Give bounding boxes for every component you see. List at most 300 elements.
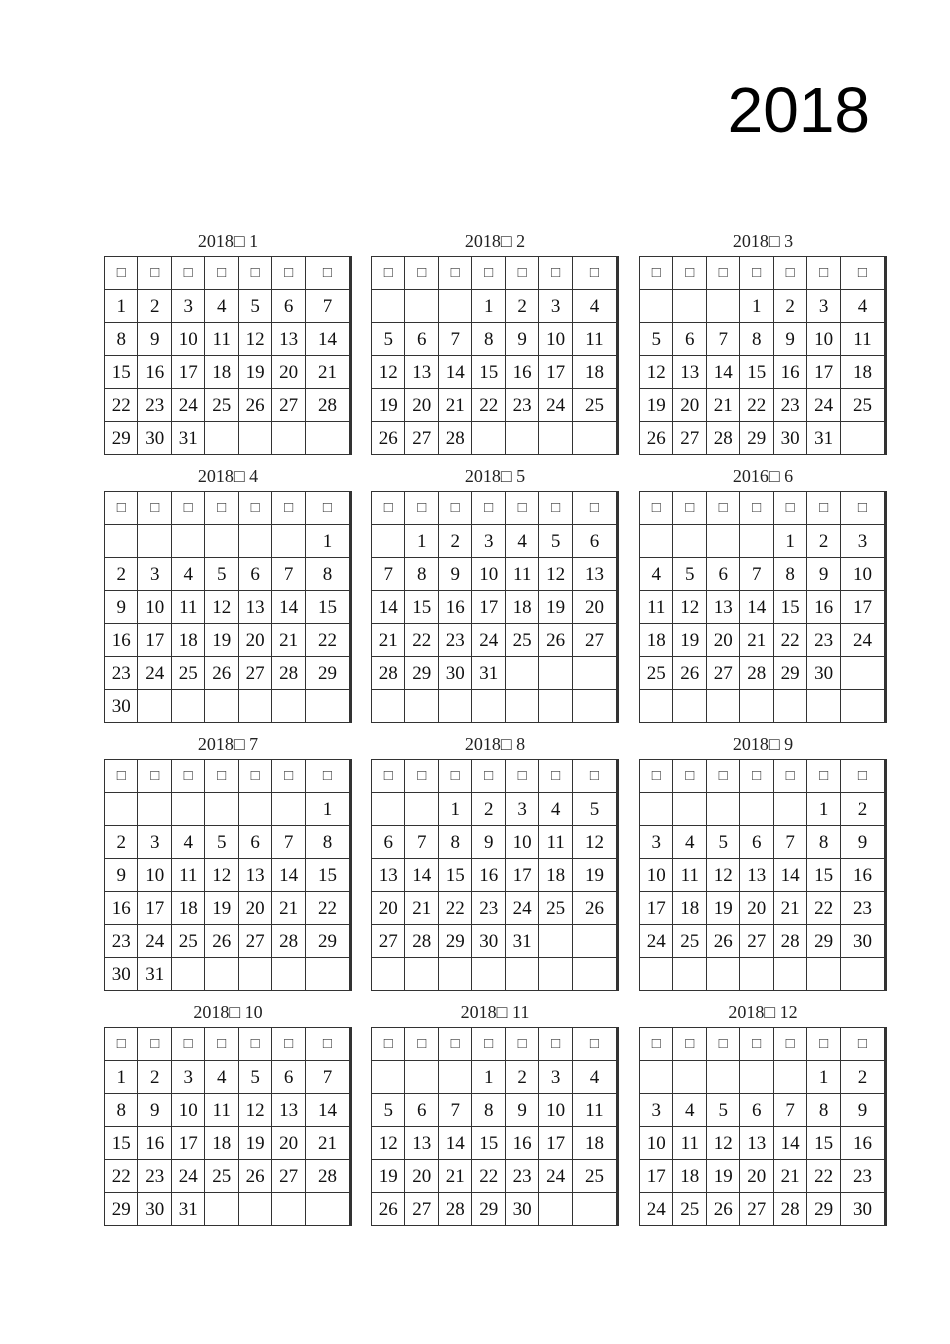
- day-cell: 3: [640, 1094, 673, 1127]
- empty-day-cell: [438, 1061, 471, 1094]
- day-cell: 27: [272, 1160, 305, 1193]
- day-cell: 12: [539, 558, 572, 591]
- day-cell: 27: [405, 422, 438, 455]
- day-cell: 16: [773, 356, 806, 389]
- month-grid: [371, 491, 619, 723]
- weekday-header: □: [238, 257, 271, 290]
- month-title: 2018□ 9: [732, 734, 794, 754]
- day-cell: 28: [773, 1193, 806, 1226]
- day-cell: 14: [272, 859, 305, 892]
- month-title: 2018□ 4: [197, 466, 259, 486]
- week-row: [372, 793, 618, 826]
- month-grid: [104, 491, 352, 723]
- day-cell: 23: [438, 624, 471, 657]
- day-cell: 27: [706, 657, 739, 690]
- week-row: [640, 826, 886, 859]
- week-row: [372, 389, 618, 422]
- day-cell: 26: [572, 892, 617, 925]
- day-cell: 27: [673, 422, 706, 455]
- day-cell: 7: [272, 826, 305, 859]
- weekday-header: □: [372, 257, 405, 290]
- week-row: [105, 793, 351, 826]
- day-cell: 12: [640, 356, 673, 389]
- weekday-header: □: [840, 1028, 885, 1061]
- empty-day-cell: [105, 525, 138, 558]
- week-row: [640, 690, 886, 723]
- day-cell: 21: [438, 1160, 471, 1193]
- weekday-header: □: [472, 1028, 505, 1061]
- day-cell: 15: [438, 859, 471, 892]
- weekday-header: □: [138, 257, 171, 290]
- empty-day-cell: [372, 958, 405, 991]
- day-cell: 17: [171, 356, 204, 389]
- weekday-header: □: [205, 257, 238, 290]
- empty-day-cell: [238, 422, 271, 455]
- day-cell: 25: [205, 389, 238, 422]
- day-cell: 1: [807, 1061, 840, 1094]
- day-cell: 21: [438, 389, 471, 422]
- weekday-header: □: [640, 257, 673, 290]
- day-cell: 25: [572, 389, 617, 422]
- empty-day-cell: [272, 690, 305, 723]
- day-cell: 10: [840, 558, 885, 591]
- week-row: [372, 958, 618, 991]
- day-cell: 18: [171, 892, 204, 925]
- day-cell: 2: [138, 290, 171, 323]
- weekday-header: □: [138, 1028, 171, 1061]
- week-row: [105, 958, 351, 991]
- weekday-header: □: [305, 760, 350, 793]
- empty-day-cell: [706, 1061, 739, 1094]
- weekday-header: □: [539, 492, 572, 525]
- empty-day-cell: [539, 657, 572, 690]
- day-cell: 19: [205, 624, 238, 657]
- day-cell: 30: [105, 958, 138, 991]
- empty-day-cell: [272, 525, 305, 558]
- month-grid: [639, 1027, 887, 1226]
- day-cell: 25: [171, 657, 204, 690]
- day-cell: 6: [706, 558, 739, 591]
- day-cell: 24: [640, 1193, 673, 1226]
- day-cell: 28: [706, 422, 739, 455]
- empty-day-cell: [405, 290, 438, 323]
- empty-day-cell: [505, 958, 538, 991]
- day-cell: 6: [238, 826, 271, 859]
- day-cell: 22: [472, 389, 505, 422]
- empty-day-cell: [372, 793, 405, 826]
- day-cell: 16: [807, 591, 840, 624]
- week-row: [105, 624, 351, 657]
- day-cell: 30: [773, 422, 806, 455]
- day-cell: 2: [505, 1061, 538, 1094]
- day-cell: 11: [505, 558, 538, 591]
- day-cell: 19: [372, 389, 405, 422]
- day-cell: 15: [740, 356, 773, 389]
- day-cell: 24: [505, 892, 538, 925]
- day-cell: 4: [673, 826, 706, 859]
- day-cell: 27: [238, 925, 271, 958]
- month-grid: [371, 256, 619, 455]
- empty-day-cell: [372, 1061, 405, 1094]
- day-cell: 23: [105, 657, 138, 690]
- day-cell: 23: [807, 624, 840, 657]
- week-row: [372, 657, 618, 690]
- day-cell: 19: [372, 1160, 405, 1193]
- weekday-header: □: [272, 257, 305, 290]
- day-cell: 7: [372, 558, 405, 591]
- empty-day-cell: [171, 690, 204, 723]
- week-row: [105, 1061, 351, 1094]
- day-cell: 14: [272, 591, 305, 624]
- month-grid: [371, 759, 619, 991]
- day-cell: 20: [673, 389, 706, 422]
- week-row: [372, 1061, 618, 1094]
- empty-day-cell: [740, 793, 773, 826]
- day-cell: 2: [840, 1061, 885, 1094]
- day-cell: 18: [205, 1127, 238, 1160]
- empty-day-cell: [238, 525, 271, 558]
- empty-day-cell: [305, 422, 350, 455]
- day-cell: 3: [505, 793, 538, 826]
- day-cell: 26: [706, 925, 739, 958]
- day-cell: 13: [272, 323, 305, 356]
- empty-day-cell: [673, 1061, 706, 1094]
- day-cell: 3: [472, 525, 505, 558]
- day-cell: 27: [740, 925, 773, 958]
- day-cell: 16: [105, 892, 138, 925]
- day-cell: 13: [740, 1127, 773, 1160]
- empty-day-cell: [539, 690, 572, 723]
- day-cell: 20: [238, 892, 271, 925]
- day-cell: 5: [640, 323, 673, 356]
- empty-day-cell: [505, 690, 538, 723]
- weekday-header: □: [272, 1028, 305, 1061]
- day-cell: 2: [105, 558, 138, 591]
- day-cell: 22: [773, 624, 806, 657]
- day-cell: 7: [773, 826, 806, 859]
- day-cell: 8: [740, 323, 773, 356]
- empty-day-cell: [305, 1193, 350, 1226]
- weekday-header: □: [505, 492, 538, 525]
- day-cell: 10: [505, 826, 538, 859]
- weekday-header-row: [105, 492, 351, 525]
- day-cell: 23: [840, 1160, 885, 1193]
- day-cell: 28: [305, 1160, 350, 1193]
- day-cell: 13: [740, 859, 773, 892]
- day-cell: 24: [171, 1160, 204, 1193]
- week-row: [372, 1094, 618, 1127]
- weekday-header: □: [472, 257, 505, 290]
- weekday-header: □: [171, 760, 204, 793]
- weekday-header-row: [372, 760, 618, 793]
- day-cell: 7: [438, 323, 471, 356]
- week-row: [372, 290, 618, 323]
- day-cell: 6: [238, 558, 271, 591]
- empty-day-cell: [640, 525, 673, 558]
- week-row: [372, 624, 618, 657]
- empty-day-cell: [305, 958, 350, 991]
- empty-day-cell: [539, 422, 572, 455]
- day-cell: 5: [539, 525, 572, 558]
- week-row: [372, 591, 618, 624]
- weekday-header: □: [807, 1028, 840, 1061]
- weekday-header: □: [740, 760, 773, 793]
- empty-day-cell: [472, 690, 505, 723]
- week-row: [105, 690, 351, 723]
- day-cell: 7: [740, 558, 773, 591]
- day-cell: 17: [640, 892, 673, 925]
- week-row: [640, 290, 886, 323]
- weekday-header: □: [238, 1028, 271, 1061]
- empty-day-cell: [740, 525, 773, 558]
- day-cell: 9: [472, 826, 505, 859]
- week-row: [105, 1127, 351, 1160]
- day-cell: 17: [539, 356, 572, 389]
- weekday-header: □: [205, 492, 238, 525]
- empty-day-cell: [840, 422, 885, 455]
- day-cell: 24: [840, 624, 885, 657]
- day-cell: 17: [539, 1127, 572, 1160]
- empty-day-cell: [438, 958, 471, 991]
- weekday-header: □: [572, 1028, 617, 1061]
- day-cell: 31: [505, 925, 538, 958]
- day-cell: 22: [305, 624, 350, 657]
- day-cell: 6: [740, 1094, 773, 1127]
- weekday-header: □: [405, 760, 438, 793]
- weekday-header: □: [505, 760, 538, 793]
- day-cell: 12: [372, 356, 405, 389]
- day-cell: 4: [205, 290, 238, 323]
- day-cell: 9: [840, 1094, 885, 1127]
- day-cell: 1: [305, 525, 350, 558]
- week-row: [372, 422, 618, 455]
- week-row: [372, 356, 618, 389]
- day-cell: 4: [171, 826, 204, 859]
- day-cell: 2: [438, 525, 471, 558]
- weekday-header: □: [740, 257, 773, 290]
- empty-day-cell: [740, 1061, 773, 1094]
- day-cell: 6: [572, 525, 617, 558]
- day-cell: 25: [171, 925, 204, 958]
- weekday-header-row: [640, 760, 886, 793]
- weekday-header-row: [640, 257, 886, 290]
- month-title: 2018□ 10: [193, 1002, 263, 1022]
- day-cell: 13: [372, 859, 405, 892]
- day-cell: 15: [472, 1127, 505, 1160]
- day-cell: 26: [673, 657, 706, 690]
- day-cell: 13: [673, 356, 706, 389]
- empty-day-cell: [205, 793, 238, 826]
- week-row: [640, 859, 886, 892]
- empty-day-cell: [539, 1193, 572, 1226]
- weekday-header-row: [105, 1028, 351, 1061]
- day-cell: 17: [640, 1160, 673, 1193]
- day-cell: 7: [305, 1061, 350, 1094]
- empty-day-cell: [405, 690, 438, 723]
- day-cell: 24: [640, 925, 673, 958]
- day-cell: 5: [205, 826, 238, 859]
- day-cell: 29: [305, 657, 350, 690]
- day-cell: 2: [773, 290, 806, 323]
- day-cell: 17: [138, 892, 171, 925]
- day-cell: 11: [539, 826, 572, 859]
- day-cell: 14: [438, 356, 471, 389]
- week-row: [372, 1127, 618, 1160]
- day-cell: 25: [505, 624, 538, 657]
- empty-day-cell: [673, 290, 706, 323]
- day-cell: 25: [673, 1193, 706, 1226]
- day-cell: 5: [372, 323, 405, 356]
- day-cell: 5: [238, 290, 271, 323]
- day-cell: 28: [272, 925, 305, 958]
- weekday-header: □: [539, 760, 572, 793]
- empty-day-cell: [706, 690, 739, 723]
- day-cell: 11: [572, 323, 617, 356]
- day-cell: 21: [405, 892, 438, 925]
- day-cell: 8: [438, 826, 471, 859]
- empty-day-cell: [272, 793, 305, 826]
- day-cell: 30: [807, 657, 840, 690]
- day-cell: 11: [572, 1094, 617, 1127]
- week-row: [640, 624, 886, 657]
- day-cell: 23: [472, 892, 505, 925]
- weekday-header: □: [807, 257, 840, 290]
- day-cell: 18: [673, 1160, 706, 1193]
- day-cell: 4: [840, 290, 885, 323]
- weekday-header: □: [740, 492, 773, 525]
- weekday-header: □: [138, 492, 171, 525]
- day-cell: 16: [138, 356, 171, 389]
- day-cell: 23: [773, 389, 806, 422]
- weekday-header: □: [305, 257, 350, 290]
- day-cell: 1: [105, 290, 138, 323]
- day-cell: 18: [572, 356, 617, 389]
- day-cell: 11: [171, 859, 204, 892]
- weekday-header: □: [438, 257, 471, 290]
- empty-day-cell: [706, 290, 739, 323]
- day-cell: 6: [673, 323, 706, 356]
- day-cell: 3: [640, 826, 673, 859]
- weekday-header: □: [706, 1028, 739, 1061]
- weekday-header: □: [438, 1028, 471, 1061]
- weekday-header: □: [773, 760, 806, 793]
- week-row: [372, 690, 618, 723]
- day-cell: 7: [773, 1094, 806, 1127]
- weekday-header-row: [105, 760, 351, 793]
- day-cell: 8: [105, 1094, 138, 1127]
- day-cell: 2: [472, 793, 505, 826]
- day-cell: 21: [305, 1127, 350, 1160]
- empty-day-cell: [572, 422, 617, 455]
- day-cell: 25: [572, 1160, 617, 1193]
- weekday-header: □: [673, 760, 706, 793]
- day-cell: 4: [505, 525, 538, 558]
- week-row: [105, 356, 351, 389]
- day-cell: 23: [138, 389, 171, 422]
- empty-day-cell: [272, 1193, 305, 1226]
- day-cell: 5: [205, 558, 238, 591]
- weekday-header: □: [807, 760, 840, 793]
- empty-day-cell: [572, 657, 617, 690]
- day-cell: 20: [238, 624, 271, 657]
- day-cell: 28: [372, 657, 405, 690]
- empty-day-cell: [372, 525, 405, 558]
- day-cell: 30: [840, 925, 885, 958]
- week-row: [640, 591, 886, 624]
- week-row: [640, 422, 886, 455]
- day-cell: 15: [807, 859, 840, 892]
- day-cell: 10: [171, 323, 204, 356]
- day-cell: 10: [138, 591, 171, 624]
- month-grid: [104, 1027, 352, 1226]
- weekday-header: □: [405, 1028, 438, 1061]
- day-cell: 19: [640, 389, 673, 422]
- day-cell: 11: [205, 323, 238, 356]
- day-cell: 3: [539, 290, 572, 323]
- weekday-header: □: [807, 492, 840, 525]
- empty-day-cell: [640, 1061, 673, 1094]
- empty-day-cell: [505, 422, 538, 455]
- day-cell: 17: [138, 624, 171, 657]
- empty-day-cell: [706, 525, 739, 558]
- week-row: [640, 1127, 886, 1160]
- day-cell: 21: [372, 624, 405, 657]
- day-cell: 29: [472, 1193, 505, 1226]
- weekday-header: □: [105, 1028, 138, 1061]
- empty-day-cell: [372, 690, 405, 723]
- empty-day-cell: [171, 525, 204, 558]
- week-row: [105, 1094, 351, 1127]
- day-cell: 5: [706, 1094, 739, 1127]
- day-cell: 19: [238, 356, 271, 389]
- weekday-header: □: [706, 492, 739, 525]
- month-grid: [104, 256, 352, 455]
- month-grid: [371, 1027, 619, 1226]
- weekday-header: □: [238, 760, 271, 793]
- day-cell: 16: [840, 859, 885, 892]
- week-row: [372, 826, 618, 859]
- day-cell: 8: [773, 558, 806, 591]
- empty-day-cell: [673, 690, 706, 723]
- weekday-header: □: [105, 492, 138, 525]
- day-cell: 9: [807, 558, 840, 591]
- day-cell: 8: [807, 1094, 840, 1127]
- day-cell: 27: [740, 1193, 773, 1226]
- month-grid: [639, 759, 887, 991]
- day-cell: 6: [372, 826, 405, 859]
- day-cell: 12: [372, 1127, 405, 1160]
- day-cell: 24: [807, 389, 840, 422]
- day-cell: 22: [105, 389, 138, 422]
- day-cell: 16: [105, 624, 138, 657]
- day-cell: 3: [171, 290, 204, 323]
- day-cell: 4: [205, 1061, 238, 1094]
- day-cell: 20: [272, 356, 305, 389]
- weekday-header-row: [105, 257, 351, 290]
- day-cell: 21: [773, 892, 806, 925]
- day-cell: 8: [105, 323, 138, 356]
- day-cell: 1: [105, 1061, 138, 1094]
- day-cell: 13: [272, 1094, 305, 1127]
- day-cell: 24: [539, 1160, 572, 1193]
- day-cell: 1: [740, 290, 773, 323]
- weekday-header: □: [171, 257, 204, 290]
- day-cell: 7: [305, 290, 350, 323]
- day-cell: 30: [472, 925, 505, 958]
- weekday-header: □: [706, 257, 739, 290]
- day-cell: 9: [505, 323, 538, 356]
- day-cell: 22: [807, 892, 840, 925]
